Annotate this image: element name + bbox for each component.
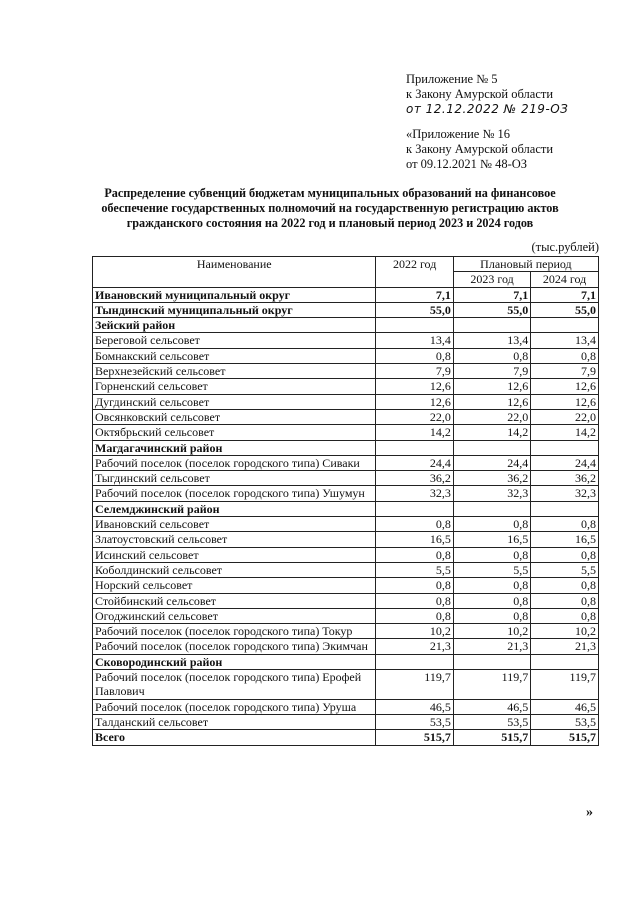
table-row: [93, 547, 599, 562]
row-value-2023: 22,0: [453, 409, 530, 424]
row-value-2022: 12,6: [376, 394, 453, 409]
row-value-2022: 119,7: [376, 670, 453, 700]
previous-appendix-header: [406, 127, 553, 172]
row-value-2024: 55,0: [531, 302, 599, 317]
row-value-2022: 0,8: [376, 608, 453, 623]
row-value-2022: 36,2: [376, 471, 453, 486]
row-value-2024: 12,6: [531, 379, 599, 394]
row-value-2023: 5,5: [453, 562, 530, 577]
row-value-2024: 0,8: [531, 517, 599, 532]
row-name: Октябрьский сельсовет: [93, 425, 376, 440]
appendix-date: от 12.12.2022 № 219-ОЗ: [406, 102, 569, 116]
row-value-2024: [531, 654, 599, 669]
row-name: Коболдинский сельсовет: [93, 562, 376, 577]
row-value-2022: 24,4: [376, 455, 453, 470]
row-value-2022: 55,0: [376, 302, 453, 317]
previous-appendix-number: «Приложение № 16: [406, 127, 511, 141]
row-value-2022: 32,3: [376, 486, 453, 501]
summary-row: [93, 302, 599, 317]
row-value-2023: 10,2: [453, 624, 530, 639]
row-value-2022: [376, 440, 453, 455]
row-value-2023: 12,6: [453, 379, 530, 394]
row-value-2022: 0,8: [376, 578, 453, 593]
row-value-2023: 0,8: [453, 547, 530, 562]
row-value-2024: 24,4: [531, 455, 599, 470]
row-value-2022: 53,5: [376, 714, 453, 729]
table-row: [93, 486, 599, 501]
row-name: Ивановский сельсовет: [93, 517, 376, 532]
row-value-2022: 10,2: [376, 624, 453, 639]
row-name: Овсянковский сельсовет: [93, 409, 376, 424]
row-value-2022: [376, 654, 453, 669]
row-name: Тыгдинский сельсовет: [93, 471, 376, 486]
header-name: Наименование: [93, 257, 376, 288]
title-line-1: Распределение субвенций бюджетам муниципальных образований на финансовое: [104, 186, 556, 200]
row-value-2024: 0,8: [531, 547, 599, 562]
row-value-2022: 7,1: [376, 287, 453, 302]
table-row: [93, 409, 599, 424]
table-row: [93, 624, 599, 639]
row-name: Ивановский муниципальный округ: [93, 287, 376, 302]
row-value-2024: 14,2: [531, 425, 599, 440]
row-name: Магдагачинский район: [93, 440, 376, 455]
row-value-2024: 515,7: [531, 730, 599, 745]
table-row: [93, 670, 599, 700]
appendix-number: Приложение № 5: [406, 72, 498, 86]
row-value-2023: 0,8: [453, 608, 530, 623]
row-value-2022: 5,5: [376, 562, 453, 577]
table-row: [93, 562, 599, 577]
row-name: Златоустовский сельсовет: [93, 532, 376, 547]
table-row: [93, 333, 599, 348]
row-value-2024: 36,2: [531, 471, 599, 486]
row-name: Верхнезейский сельсовет: [93, 364, 376, 379]
previous-appendix-law: к Закону Амурской области: [406, 142, 554, 156]
row-value-2023: 0,8: [453, 578, 530, 593]
row-name: Рабочий поселок (поселок городского типа) Сиваки: [93, 455, 376, 470]
row-value-2022: 22,0: [376, 409, 453, 424]
row-name: Сковородинский район: [93, 654, 376, 669]
row-value-2023: 13,4: [453, 333, 530, 348]
table-row: [93, 394, 599, 409]
table-row: [93, 639, 599, 654]
row-value-2022: 13,4: [376, 333, 453, 348]
row-value-2024: 12,6: [531, 394, 599, 409]
table-row: [93, 608, 599, 623]
row-value-2022: 16,5: [376, 532, 453, 547]
closing-quote: »: [586, 805, 593, 820]
row-value-2023: 32,3: [453, 486, 530, 501]
table-row: [93, 593, 599, 608]
units-label: (тыс.рублей): [531, 240, 599, 254]
subsidy-table: [92, 256, 599, 746]
row-value-2024: 0,8: [531, 593, 599, 608]
row-name: Горненский сельсовет: [93, 379, 376, 394]
title-line-2: обеспечение государственных полномочий на государственную регистрацию актов: [101, 201, 559, 215]
row-value-2024: [531, 501, 599, 516]
row-value-2024: 5,5: [531, 562, 599, 577]
row-value-2022: 12,6: [376, 379, 453, 394]
table-row: [93, 455, 599, 470]
table-header-row: [93, 257, 599, 272]
row-value-2022: 7,9: [376, 364, 453, 379]
row-value-2024: 0,8: [531, 578, 599, 593]
row-name: Рабочий поселок (поселок городского типа) Экимчан: [93, 639, 376, 654]
table-row: [93, 364, 599, 379]
row-value-2023: 0,8: [453, 593, 530, 608]
district-row: [93, 440, 599, 455]
row-value-2022: 0,8: [376, 348, 453, 363]
row-name: Огоджинский сельсовет: [93, 608, 376, 623]
row-name: Рабочий поселок (поселок городского типа) Токур: [93, 624, 376, 639]
row-name: Талданский сельсовет: [93, 714, 376, 729]
row-value-2023: 7,9: [453, 364, 530, 379]
district-row: [93, 501, 599, 516]
row-name: Зейский район: [93, 318, 376, 333]
row-value-2024: [531, 440, 599, 455]
header-2022: 2022 год: [376, 257, 453, 288]
summary-row: [93, 287, 599, 302]
table-row: [93, 471, 599, 486]
row-value-2024: 7,1: [531, 287, 599, 302]
row-value-2022: 0,8: [376, 547, 453, 562]
row-value-2023: 24,4: [453, 455, 530, 470]
row-name: Рабочий поселок (поселок городского типа) Уруша: [93, 699, 376, 714]
table-row: [93, 379, 599, 394]
row-value-2024: 21,3: [531, 639, 599, 654]
table-row: [93, 425, 599, 440]
row-value-2024: 22,0: [531, 409, 599, 424]
row-name: Норский сельсовет: [93, 578, 376, 593]
row-value-2023: [453, 318, 530, 333]
row-value-2024: 13,4: [531, 333, 599, 348]
row-value-2023: 53,5: [453, 714, 530, 729]
row-value-2022: 0,8: [376, 593, 453, 608]
row-value-2023: 0,8: [453, 348, 530, 363]
row-value-2023: 12,6: [453, 394, 530, 409]
summary-row: [93, 730, 599, 745]
table-body: [93, 287, 599, 745]
header-2023: 2023 год: [453, 272, 530, 287]
row-value-2022: 46,5: [376, 699, 453, 714]
row-value-2024: 46,5: [531, 699, 599, 714]
document-title: [80, 186, 580, 231]
row-value-2023: 14,2: [453, 425, 530, 440]
row-value-2024: 7,9: [531, 364, 599, 379]
previous-appendix-date: от 09.12.2021 № 48-ОЗ: [406, 157, 528, 171]
row-value-2022: 14,2: [376, 425, 453, 440]
district-row: [93, 318, 599, 333]
row-value-2022: 0,8: [376, 517, 453, 532]
table-row: [93, 578, 599, 593]
row-value-2023: 7,1: [453, 287, 530, 302]
header-2024: 2024 год: [531, 272, 599, 287]
row-name: Тындинский муниципальный округ: [93, 302, 376, 317]
appendix-law: к Закону Амурской области: [406, 87, 554, 101]
row-name: Стойбинский сельсовет: [93, 593, 376, 608]
appendix-header: [406, 72, 568, 117]
row-value-2023: 0,8: [453, 517, 530, 532]
row-value-2022: [376, 501, 453, 516]
row-name: Рабочий поселок (поселок городского типа) Ушумун: [93, 486, 376, 501]
row-value-2023: 36,2: [453, 471, 530, 486]
row-name: Бомнакский сельсовет: [93, 348, 376, 363]
row-value-2023: 46,5: [453, 699, 530, 714]
row-name: Селемджинский район: [93, 501, 376, 516]
row-value-2023: 21,3: [453, 639, 530, 654]
row-value-2023: 55,0: [453, 302, 530, 317]
row-value-2024: 53,5: [531, 714, 599, 729]
row-name: Дугдинский сельсовет: [93, 394, 376, 409]
row-value-2024: 32,3: [531, 486, 599, 501]
row-name: Рабочий поселок (поселок городского типа) Ерофей Павлович: [93, 670, 376, 700]
row-value-2024: 119,7: [531, 670, 599, 700]
row-value-2023: [453, 440, 530, 455]
row-value-2023: 119,7: [453, 670, 530, 700]
title-line-3: гражданского состояния на 2022 год и плановый период 2023 и 2024 годов: [126, 216, 534, 230]
row-value-2023: [453, 501, 530, 516]
row-name: Исинский сельсовет: [93, 547, 376, 562]
row-name: Береговой сельсовет: [93, 333, 376, 348]
row-value-2023: [453, 654, 530, 669]
table-row: [93, 348, 599, 363]
row-value-2022: 515,7: [376, 730, 453, 745]
table-row: [93, 532, 599, 547]
table-row: [93, 699, 599, 714]
header-plan-period: Плановый период: [453, 257, 598, 272]
district-row: [93, 654, 599, 669]
row-value-2023: 16,5: [453, 532, 530, 547]
table-row: [93, 714, 599, 729]
row-value-2024: 16,5: [531, 532, 599, 547]
row-value-2022: [376, 318, 453, 333]
row-name: Всего: [93, 730, 376, 745]
table-row: [93, 517, 599, 532]
row-value-2024: 10,2: [531, 624, 599, 639]
row-value-2023: 515,7: [453, 730, 530, 745]
row-value-2022: 21,3: [376, 639, 453, 654]
row-value-2024: 0,8: [531, 348, 599, 363]
row-value-2024: 0,8: [531, 608, 599, 623]
row-value-2024: [531, 318, 599, 333]
